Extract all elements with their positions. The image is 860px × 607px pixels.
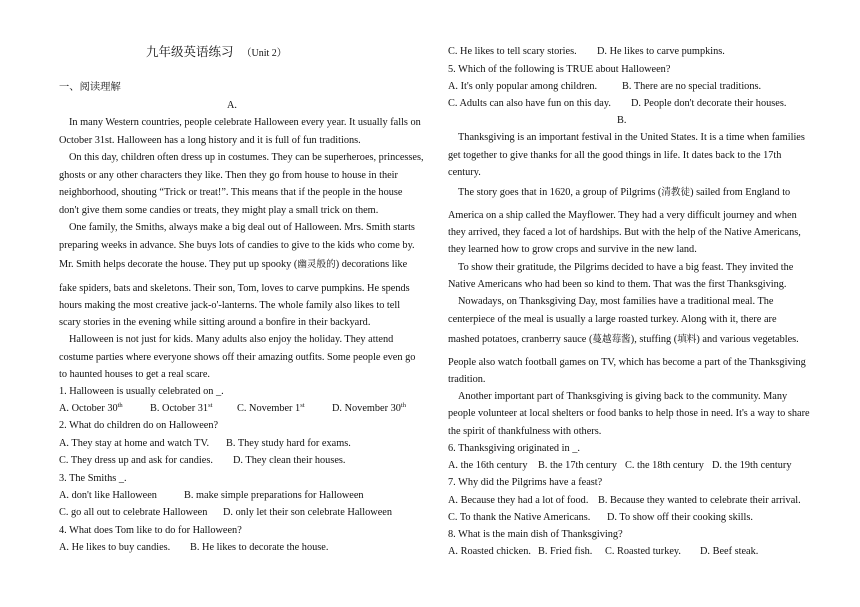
q8-option-d: D. Beef steak. — [700, 546, 759, 557]
passage-b-line: America on a ship called the Mayflower. They had a very difficult journey and when — [448, 210, 797, 221]
passage-a-line: fake spiders, bats and skeletons. Their son, Tom, loves to carve pumpkins. He spends — [59, 283, 410, 294]
passage-a-line: neighborhood, shouting “Trick or treat!”. This means that if the people in the house — [59, 187, 403, 198]
q7-option-a: A. Because they had a lot of food. — [448, 495, 589, 506]
passage-b-label: B. — [617, 115, 627, 126]
passage-b-line: century. — [448, 167, 481, 178]
q5-option-a: A. It's only popular among children. — [448, 81, 598, 92]
passage-b-line: Another important part of Thanksgiving is giving back to the community. Many — [458, 391, 788, 402]
q3-option-c: C. go all out to celebrate Halloween — [59, 507, 208, 518]
q1-option-c: C. November 1st — [237, 402, 305, 414]
passage-a-line: costume parties where everyone shows off their amazing outfits. Some people even go — [59, 352, 416, 363]
passage-b-line: centerpiece of the meal is usually a large roasted turkey. Along with it, there are — [448, 314, 777, 325]
question-1: 1. Halloween is usually celebrated on _. — [59, 386, 224, 397]
passage-b-line: they learned how to grow crops and survive in the new land. — [448, 244, 697, 255]
passage-a-line: don't give them some candies or treats, they might play a small trick on them. — [59, 205, 379, 216]
title-text: 九年级英语练习 — [146, 44, 234, 59]
passage-b-line: Thanksgiving is an important festival in the United States. It is a time when families — [458, 132, 805, 143]
question-4: 4. What does Tom like to do for Halloween? — [59, 525, 242, 536]
q1-option-d: D. November 30th — [332, 402, 406, 414]
passage-a-line: to haunted houses to get a real scare. — [59, 369, 210, 380]
passage-a-line: ghosts or any other characters they like. Then they go from house to house in their — [59, 170, 398, 181]
passage-b-line: Nowadays, on Thanksgiving Day, most families have a traditional meal. The — [458, 296, 774, 307]
q6-option-d: D. the 19th century — [712, 460, 792, 471]
passage-b-line: mashed potatoes, cranberry sauce (蔓越莓酱), stuffing (填料) and various vegetables. — [448, 334, 799, 345]
q2-option-a: A. They stay at home and watch TV. — [59, 438, 210, 449]
question-2: 2. What do children do on Halloween? — [59, 420, 219, 431]
q3-option-b: B. make simple preparations for Halloween — [184, 490, 364, 501]
passage-b-line: the spirit of thankfulness with others. — [448, 426, 602, 437]
passage-b-line: People also watch football games on TV, which has become a part of the Thanksgiving — [448, 357, 806, 368]
q5-option-c: C. Adults can also have fun on this day. — [448, 98, 611, 109]
q8-option-c: C. Roasted turkey. — [605, 546, 681, 557]
q7-option-b: B. Because they wanted to celebrate their arrival. — [598, 495, 801, 506]
q8-option-b: B. Fried fish. — [538, 546, 593, 557]
q5-option-d: D. People don't decorate their houses. — [631, 98, 787, 109]
question-5: 5. Which of the following is TRUE about Halloween? — [448, 64, 671, 75]
q1-option-a: A. October 30th — [59, 402, 123, 414]
q2-option-b: B. They study hard for exams. — [226, 438, 351, 449]
passage-b-line: people volunteer at local shelters or food banks to help those in need. It's a way to share — [448, 408, 810, 419]
page-title — [146, 45, 287, 60]
q7-option-d: D. To show off their cooking skills. — [607, 512, 753, 523]
q4-option-b: B. He likes to decorate the house. — [190, 542, 329, 553]
q4-option-d: D. He likes to carve pumpkins. — [597, 46, 725, 57]
q3-option-a: A. don't like Halloween — [59, 490, 157, 501]
passage-a-line: hours making the most creative jack-o'-lanterns. The whole family also likes to tell — [59, 300, 401, 311]
q8-option-a: A. Roasted chicken. — [448, 546, 531, 557]
passage-b-line: Native Americans who had been so kind to them. That was the first Thanksgiving. — [448, 279, 787, 290]
question-7: 7. Why did the Pilgrims have a feast? — [448, 477, 603, 488]
q6-option-a: A. the 16th century — [448, 460, 528, 471]
passage-a-line: In many Western countries, people celebrate Halloween every year. It usually falls on — [69, 117, 421, 128]
section-heading: 一、阅读理解 — [59, 81, 121, 93]
q6-option-b: B. the 17th century — [538, 460, 617, 471]
passage-a-line: One family, the Smiths, always make a big deal out of Halloween. Mrs. Smith starts — [69, 222, 415, 233]
q5-option-b: B. There are no special traditions. — [622, 81, 762, 92]
unit-label: （Unit 2） — [241, 48, 287, 59]
passage-a-line: October 31st. Halloween has a long history and it is full of fun traditions. — [59, 135, 361, 146]
q7-option-c: C. To thank the Native Americans. — [448, 512, 591, 523]
question-6: 6. Thanksgiving originated in _. — [448, 443, 580, 454]
passage-a-line: Halloween is not just for kids. Many adults also enjoy the holiday. They attend — [69, 334, 394, 345]
passage-a-line: Mr. Smith helps decorate the house. They put up spooky (幽灵般的) decorations like — [59, 259, 408, 270]
left-column — [59, 0, 424, 607]
q4-option-c: C. He likes to tell scary stories. — [448, 46, 577, 57]
passage-a-label: A. — [227, 100, 238, 111]
passage-a-line: scary stories in the evening while sitting around a bonfire in their backyard. — [59, 317, 371, 328]
gloss-cranberry: 蔓越莓酱 — [592, 334, 631, 345]
passage-b-line: they arrived, they faced a lot of hardships. But with the help of the Native Americans, — [448, 227, 801, 238]
passage-b-line: The story goes that in 1620, a group of Pilgrims (清教徒) sailed from England to — [458, 187, 791, 198]
q2-option-c: C. They dress up and ask for candies. — [59, 455, 213, 466]
passage-b-line: get together to give thanks for all the good things in life. It dates back to the 17th — [448, 150, 782, 161]
passage-b-line: tradition. — [448, 374, 486, 385]
q2-option-d: D. They clean their houses. — [233, 455, 346, 466]
gloss-pilgrims: 清教徒 — [661, 187, 691, 198]
question-3: 3. The Smiths _. — [59, 473, 127, 484]
q1-option-b: B. October 31st — [150, 402, 213, 414]
passage-a-line: preparing weeks in advance. She buys lots of candies to give to the kids who come by. — [59, 240, 415, 251]
q6-option-c: C. the 18th century — [625, 460, 704, 471]
gloss-spooky: 幽灵般的 — [297, 259, 336, 270]
right-column — [448, 0, 810, 607]
gloss-stuffing: 填料 — [677, 334, 697, 345]
q3-option-d: D. only let their son celebrate Halloween — [223, 507, 392, 518]
q4-option-a: A. He likes to buy candies. — [59, 542, 171, 553]
passage-a-line: On this day, children often dress up in costumes. They can be superheroes, princesses, — [69, 152, 424, 163]
passage-b-line: To show their gratitude, the Pilgrims decided to have a big feast. They invited the — [458, 262, 794, 273]
question-8: 8. What is the main dish of Thanksgiving? — [448, 529, 623, 540]
